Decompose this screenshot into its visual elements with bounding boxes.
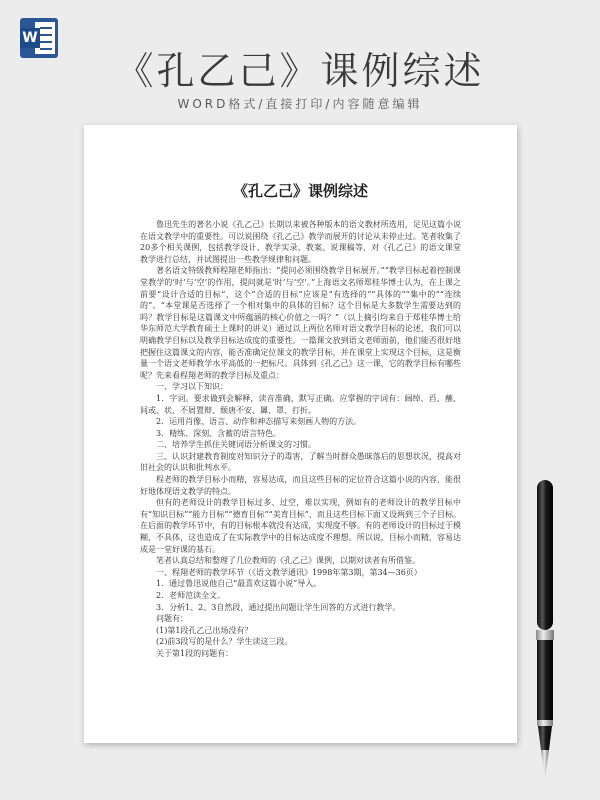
document-paragraph: 笔者认真总结和整理了几位教师的《孔乙己》课例，以期对读者有所借鉴。	[156, 556, 420, 566]
document-page	[84, 125, 517, 743]
page-title: 《孔乙己》课例综述	[115, 49, 485, 93]
document-paragraph: (2)前3段写的是什么？学生读这三段。	[156, 637, 293, 647]
document-paragraph: 2．老师范读全文。	[156, 591, 226, 600]
document-paragraph: 但有的老师设计的教学目标过多、过空，难以实现，例如有的老师设计的教学目标中有“知识目标”“能力目标”“德育目标”“美育目标”，而且这些目标下面又设两到三个子目标。在后面的教学环节中，有的目标根本就没有达成，实现度不够。有的老师设计的目标过于模糊，不具体，这也造成了在实际教学中的目标达成度不理想。所以说，目标小而精，容易达成是一堂好课的基石。	[140, 498, 461, 554]
document-paragraph: 鲁迅先生的著名小说《孔乙己》长期以来被各种版本的语文教材所选用，足见这篇小说在语文教学中的重要性。可以说围绕《孔乙己》教学而展开的讨论从未停止过。笔者收集了20多个相关课例，包括教学设计、教学实录、教案、说课稿等，对《孔乙己》的语文课堂教学进行总结，并试图提出一些教学规律和问题。	[140, 220, 461, 264]
page-subtitle: WORD格式/直接打印/内容随意编辑	[177, 97, 423, 111]
document-paragraph: 问题有：	[156, 614, 188, 624]
document-paragraph: (1)第1段孔乙己出场没有？	[156, 625, 253, 635]
document-paragraph: 一、学习以下知识：	[156, 382, 228, 392]
document-paragraph: 3．分析1、2、3自然段，通过提出问题让学生回答的方式进行教学。	[156, 602, 401, 612]
document-paragraph: 程老师的教学目标小而精，容易达成，而且这些目标的定位符合这篇小说的内容，能很好地体现语文教学的特点。	[140, 475, 461, 496]
document-paragraph: 一、程翔老师的教学环节（《语文教学通讯》1998年第3期，第34—36页）	[156, 567, 422, 577]
document-paragraph: 1．通过鲁迅说他自己“最喜欢这篇小说”导入。	[156, 579, 322, 589]
document-body	[140, 219, 461, 660]
document-paragraph: 著名语文特级教师程翔老师指出：“提问必须围绕教学目标展开。”“教学目标起着控制课堂教学的‘时’与‘空’的作用，提问就是‘时’与‘空’。”上海语文名师郑桂华博士认为，在上课之前要“设计合适的目标”，这个“合适的目标”应该是“有选择的”“具体的”“集中的”“连续的”。“本堂课是否选择了一个相对集中的具体的目标？这个目标是大多数学生需要达到的吗？教学目标是这篇课文中所蕴涵的核心价值之一吗？”（以上摘引均来自于郑桂华博士给华东师范大学教育硕士上课时的讲义）通过以上两位名师对语文教学目标的论述，我们可以明确教学目标以及教学目标达成度的重要性。一篇课文放到语文老师面前，他们能否很好地把握住这篇课文的内容，能否准确定位课文的教学目标，并在课堂上实现这个目标，这是衡量一个语文老师教学水平高低的一把标尺。具体到《孔乙己》这一课，它的教学目标有哪些呢？先来看程翔老师的教学目标及重点：	[140, 266, 461, 380]
document-paragraph: 三、认识封建教育制度对知识分子的毒害，了解当时群众愚昧落后的思想状况，提高对旧社会的认识和批判水平。	[140, 451, 461, 473]
document-paragraph: 2．运用肖像、语言、动作和神态描写来刻画人物的方法。	[156, 417, 362, 427]
document-paragraph: 关于第1段的问题有：	[156, 648, 234, 658]
document-title: 《孔乙己》课例综述	[232, 182, 368, 200]
fountain-pen-icon	[532, 480, 558, 780]
document-paragraph: 二、培养学生抓住关键词语分析课文的习惯。	[156, 440, 316, 450]
document-paragraph: 1．字词。要求做到会解释，读音准确，默写正确。应掌握的字词有：阔绰、舀、蘸、间或、状、不屑置辩、颓唐不安、羼、罩、打折。	[140, 393, 461, 415]
document-paragraph: 3．精练、深刻、含蓄的语言特色。	[156, 428, 282, 438]
word-icon-letter: W	[20, 28, 40, 48]
